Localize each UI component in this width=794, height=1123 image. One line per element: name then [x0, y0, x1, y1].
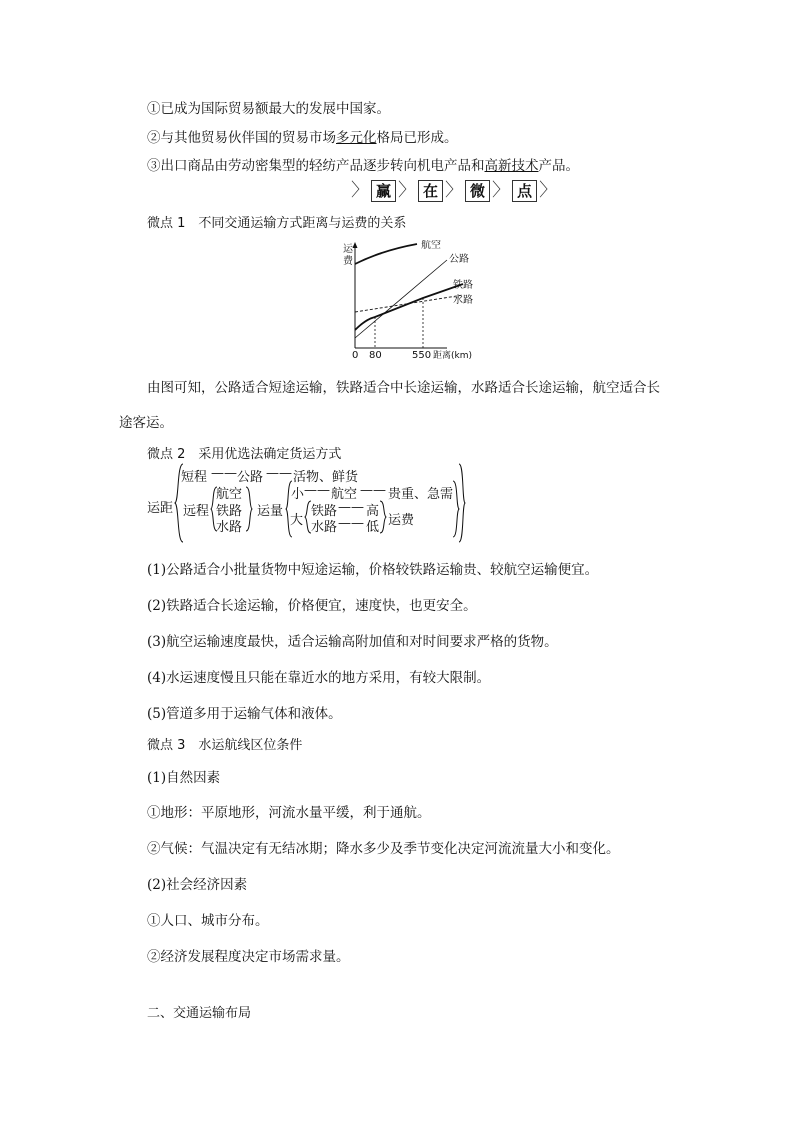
- diagram-dash-2: ——: [266, 466, 292, 481]
- x-tick-550: 550: [412, 350, 432, 360]
- chevron-right-icon: 〉: [351, 180, 369, 201]
- point3-social-title: (2)社会经济因素: [147, 877, 248, 893]
- series-label-road: 公路: [449, 254, 469, 265]
- intro-point-2-prefix: ②与其他贸易伙伴国的贸易市场: [147, 130, 336, 146]
- point2-title: 微点 2 采用优选法确定货运方式: [147, 447, 342, 462]
- diagram-water: 水路: [216, 520, 243, 535]
- point1-title: 微点 1 不同交通运输方式距离与运费的关系: [147, 216, 407, 231]
- diagram-root: 运距: [147, 501, 174, 516]
- large-brace-right: [379, 500, 387, 534]
- outer-brace-right: [458, 463, 466, 543]
- cost-distance-chart: [335, 240, 490, 360]
- banner-win-in-micro-points: [351, 179, 557, 203]
- series-line-rail: [355, 284, 463, 330]
- diagram-small: 小: [291, 487, 305, 502]
- y-axis-arrow: [353, 242, 358, 248]
- chevron-right-icon: 〉: [445, 180, 464, 201]
- intro-point-2-underlined: 多元化: [336, 130, 377, 146]
- series-line-road: [355, 260, 447, 338]
- intro-point-3-prefix: ③出口商品由劳动密集型的轻纺产品逐步转向机电产品和: [147, 158, 485, 174]
- point3-natural-item-1: ①地形：平原地形，河流水量平缓，利于通航。: [147, 805, 431, 821]
- banner-char-4: 点: [512, 180, 537, 202]
- point3-title: 微点 3 水运航线区位条件: [147, 738, 303, 753]
- banner-char-2: 在: [418, 180, 443, 202]
- intro-point-3-underlined: 高新技术: [484, 158, 539, 174]
- point3-natural-title: (1)自然因素: [147, 770, 221, 786]
- diagram-rail: 铁路: [216, 504, 243, 519]
- series-line-air: [355, 244, 417, 264]
- point2-item-1: (1)公路适合小批量货物中短途运输，价格较铁路运输贵、较航空运输便宜。: [147, 562, 599, 578]
- diagram-dash-5: ——: [338, 500, 364, 515]
- y-axis-label-2: 费: [343, 256, 353, 267]
- point1-text-line1: 由图可知，公路适合短途运输，铁路适合中长途运输，水路适合长途运输，航空适合长: [147, 380, 660, 396]
- chevron-right-icon: 〉: [398, 180, 417, 201]
- diagram-air: 航空: [216, 487, 243, 502]
- diagram-volume: 运量: [257, 504, 284, 519]
- point2-item-3: (3)航空运输速度最快，适合运输高附加值和对时间要求严格的货物。: [147, 634, 558, 650]
- diagram-road: 公路: [237, 470, 264, 485]
- point3-social-item-1: ①人口、城市分布。: [147, 913, 269, 929]
- diagram-large: 大: [290, 513, 304, 528]
- diagram-dash-4: ——: [360, 483, 386, 498]
- chevron-right-icon: 〉: [539, 180, 558, 201]
- diagram-low: 低: [366, 520, 380, 535]
- diagram-dash-1: ——: [211, 466, 237, 481]
- intro-point-3: [147, 154, 579, 174]
- diagram-high: 高: [366, 504, 380, 519]
- diagram-large-water: 水路: [311, 520, 338, 535]
- long-brace-right: [245, 486, 253, 532]
- diagram-short: 短程: [181, 470, 208, 485]
- diagram-dash-6: ——: [338, 516, 364, 531]
- point2-item-5: (5)管道多用于运输气体和液体。: [147, 706, 342, 722]
- diagram-long: 远程: [183, 504, 210, 519]
- series-label-air: 航空: [421, 240, 441, 251]
- intro-point-2: [147, 126, 458, 146]
- chevron-right-icon: 〉: [492, 180, 511, 201]
- x-tick-80: 80: [369, 350, 382, 360]
- point1-text-line2: 途客运。: [119, 415, 173, 431]
- diagram-small-air: 航空: [331, 487, 358, 502]
- intro-point-1: ①已成为国际贸易额最大的发展中国家。: [147, 101, 390, 117]
- x-axis-label: 距离(km): [433, 351, 473, 360]
- point3-social-item-2: ②经济发展程度决定市场需求量。: [147, 949, 350, 965]
- intro-point-3-suffix: 产品。: [538, 158, 579, 174]
- series-label-rail: 铁路: [453, 280, 473, 291]
- point2-item-4: (4)水运速度慢且只能在靠近水的地方采用，有较大限制。: [147, 670, 491, 686]
- series-label-water: 水路: [453, 295, 473, 306]
- banner-char-3: 微: [465, 180, 490, 202]
- point2-item-2: (2)铁路适合长途运输，价格便宜，速度快，也更安全。: [147, 598, 477, 614]
- x-tick-0: 0: [352, 350, 359, 360]
- section-2-title: 二、交通运输布局: [147, 1006, 252, 1021]
- diagram-large-rail: 铁路: [311, 504, 338, 519]
- point3-natural-item-2: ②气候：气温决定有无结冰期；降水多少及季节变化决定河流流量大小和变化。: [147, 841, 620, 857]
- banner-char-1: 赢: [371, 180, 396, 202]
- diagram-freight: 运费: [388, 513, 415, 528]
- diagram-dash-3: ——: [304, 483, 330, 498]
- diagram-goods: 活物、鲜货: [293, 470, 359, 485]
- y-axis-label-1: 运: [343, 244, 353, 255]
- intro-point-2-suffix: 格局已形成。: [376, 130, 458, 146]
- diagram-expensive: 贵重、急需: [388, 487, 454, 502]
